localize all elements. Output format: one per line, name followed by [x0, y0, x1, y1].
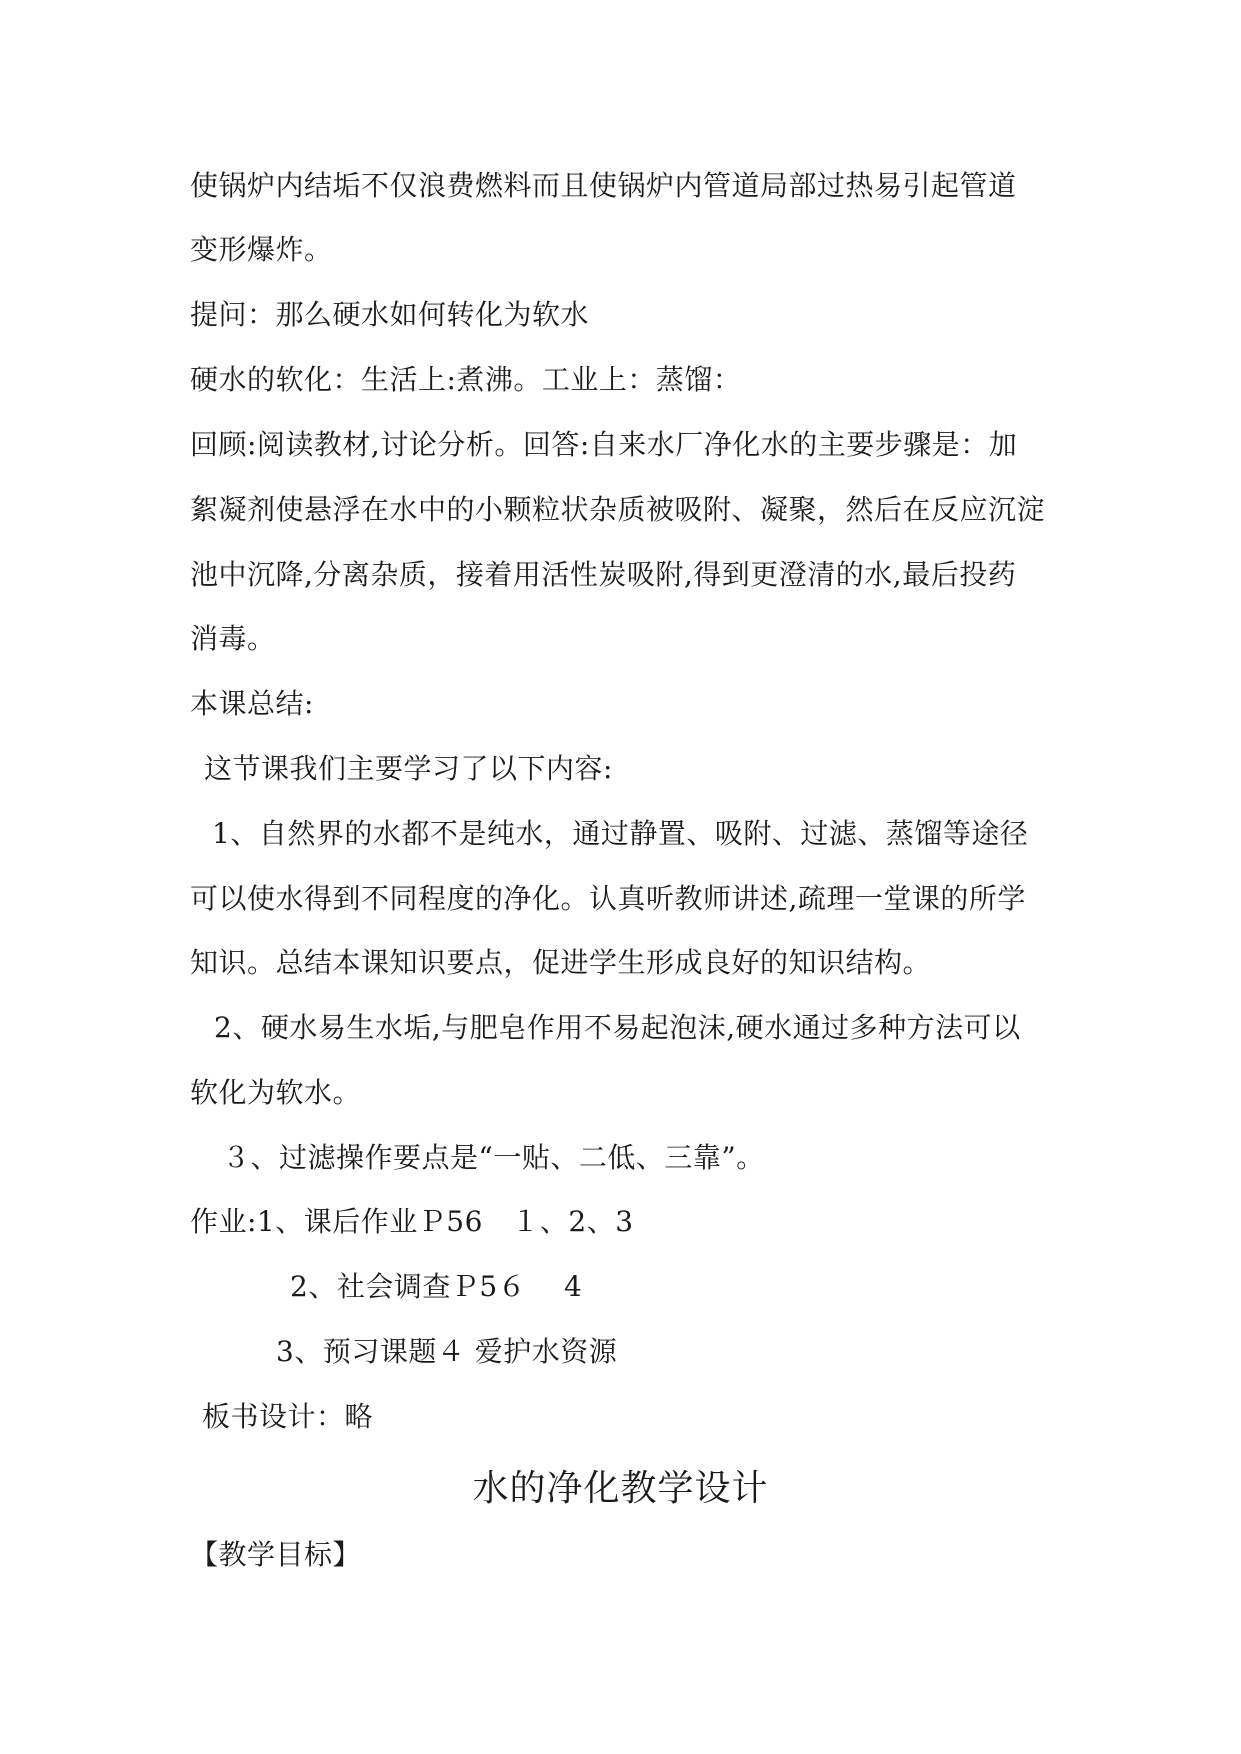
board-design-line: 板书设计：略	[202, 1400, 374, 1433]
section-heading: 【教学目标】	[190, 1538, 362, 1571]
document-title: 水的净化教学设计	[472, 1468, 769, 1509]
paragraph-line: 使锅炉内结垢不仅浪费燃料而且使锅炉内管道局部过热易引起管道	[190, 169, 1017, 202]
summary-point-1: 1、自然界的水都不是纯水，通过静置、吸附、过滤、蒸馏等途径	[212, 817, 1029, 850]
paragraph-line: 絮凝剂使悬浮在水中的小颗粒状杂质被吸附、凝聚，然后在反应沉淀	[190, 493, 1046, 526]
summary-point-3: ３、过滤操作要点是“一贴、二低、三靠”。	[222, 1141, 765, 1174]
paragraph-line: 变形爆炸。	[190, 233, 333, 266]
paragraph-line: 可以使水得到不同程度的净化。认真听教师讲述,疏理一堂课的所学	[190, 882, 1026, 915]
paragraph-line: 池中沉降,分离杂质，接着用活性炭吸附,得到更澄清的水,最后投药	[190, 558, 1017, 591]
paragraph-line: 软化为软水。	[190, 1076, 362, 1109]
homework-line-1: 作业:1、课后作业Ｐ56 １、2、3	[190, 1205, 634, 1238]
paragraph-line: 知识。总结本课知识要点，促进学生形成良好的知识结构。	[190, 946, 932, 979]
paragraph-line: 消毒。	[190, 622, 276, 655]
summary-intro: 这节课我们主要学习了以下内容:	[204, 752, 613, 785]
summary-heading: 本课总结:	[190, 687, 314, 720]
homework-line-2: 2、社会调查Ｐ5６ 4	[290, 1270, 583, 1303]
summary-point-2: 2、硬水易生水垢,与肥皂作用不易起泡沫,硬水通过多种方法可以	[214, 1011, 1021, 1044]
homework-line-3: 3、预习课题４ 爱护水资源	[276, 1335, 618, 1368]
paragraph-line: 硬水的软化：生活上:煮沸。工业上：蒸馏：	[190, 363, 742, 396]
question-line: 提问：那么硬水如何转化为软水	[190, 298, 590, 331]
paragraph-line: 回顾:阅读教材,讨论分析。回答:自来水厂净化水的主要步骤是：加	[190, 428, 1018, 461]
